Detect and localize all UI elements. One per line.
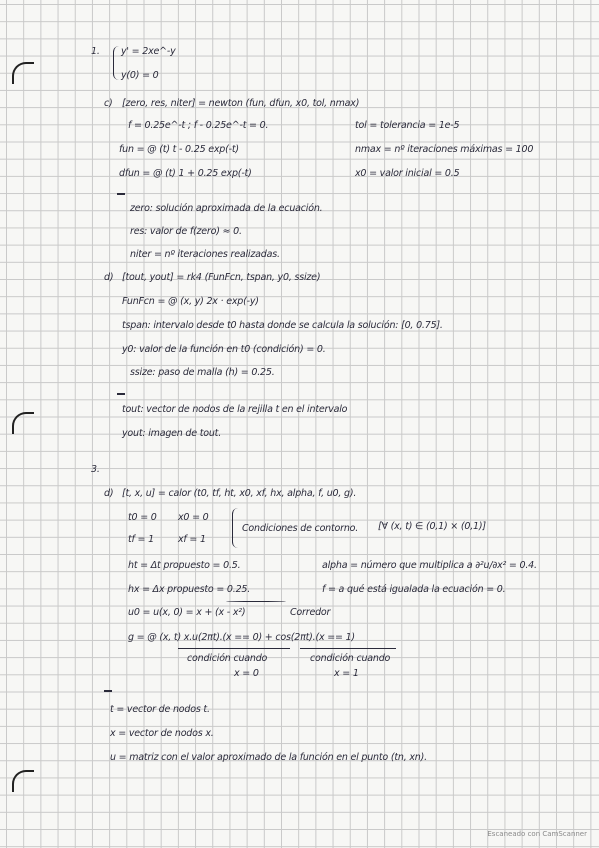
newton-niter-desc: niter = nº iteraciones realizadas. xyxy=(130,249,280,260)
ode-equation: y' = 2xe^-y xyxy=(121,46,176,57)
system-brace xyxy=(113,46,120,80)
rk4-ssize: ssize: paso de malla (h) = 0.25. xyxy=(130,367,275,378)
calor-t0: t0 = 0 xyxy=(128,512,157,523)
rk4-tspan: tspan: intervalo desde t0 hasta donde se calcula la solución: [0, 0.75]. xyxy=(122,320,443,331)
calor-g: g = @ (x, t) x.u(2πt).(x == 0) + cos(2πt).(x == 1) xyxy=(128,632,355,643)
newton-res-desc: res: valor de f(zero) ≈ 0. xyxy=(130,226,242,237)
newton-zero-desc: zero: solución aproximada de la ecuación. xyxy=(130,203,323,214)
punch-hole-mark xyxy=(12,770,34,792)
rk4-tout-desc: tout: vector de nodos de la rejilla t en el intervalo xyxy=(122,404,348,415)
calor-corridor-note: Corredor xyxy=(290,607,331,618)
calor-f: f = a qué está igualada la ecuación = 0. xyxy=(322,584,506,595)
condition-x0-value: x = 0 xyxy=(234,668,259,679)
problem-3-number: 3. xyxy=(91,464,100,475)
underbrace-left xyxy=(178,648,290,649)
problem-1-number: 1. xyxy=(91,46,100,57)
initial-condition: y(0) = 0 xyxy=(121,70,159,81)
calor-alpha: alpha = número que multiplica a ∂²u/∂x² = 0.4. xyxy=(322,560,537,571)
punch-hole-mark xyxy=(12,62,34,84)
rk4-funfcn: FunFcn = @ (x, y) 2x · exp(-y) xyxy=(122,296,259,307)
newton-x0: x0 = valor inicial = 0.5 xyxy=(355,168,460,179)
calor-xf: xf = 1 xyxy=(178,534,206,545)
result-marker xyxy=(117,393,125,395)
newton-call: [zero, res, niter] = newton (fun, dfun, x0, tol, nmax) xyxy=(122,98,360,109)
calor-u-desc: u = matriz con el valor aproximado de la función en el punto (tn, xn). xyxy=(110,752,427,763)
newton-fun: fun = @ (t) t - 0.25 exp(-t) xyxy=(119,144,239,155)
calor-hx: hx = Δx propuesto = 0.25. xyxy=(128,584,251,595)
scanner-watermark: Escaneado con CamScanner xyxy=(487,830,587,838)
newton-nmax: nmax = nº iteraciones máximas = 100 xyxy=(355,144,534,155)
part-d-label: d) xyxy=(104,272,114,283)
calor-x-desc: x = vector de nodos x. xyxy=(110,728,214,739)
calor-t-desc: t = vector de nodos t. xyxy=(110,704,210,715)
contour-conditions: Condiciones de contorno. xyxy=(242,523,359,534)
underbrace-right xyxy=(300,648,396,649)
rk4-y0: y0: valor de la función en t0 (condición) = 0. xyxy=(122,344,326,355)
underbrace-arc xyxy=(226,601,286,602)
condition-x1-label: condición cuando xyxy=(310,653,391,664)
calor-call: [t, x, u] = calor (t0, tf, ht, x0, xf, hx, alpha, f, u0, g). xyxy=(122,488,357,499)
contour-brace xyxy=(232,508,239,548)
part-d3-label: d) xyxy=(104,488,114,499)
condition-x1-value: x = 1 xyxy=(334,668,359,679)
calor-u0: u0 = u(x, 0) = x + (x - x²) xyxy=(128,607,246,618)
condition-x0-label: condición cuando xyxy=(187,653,268,664)
calor-ht: ht = Δt propuesto = 0.5. xyxy=(128,560,241,571)
result-marker xyxy=(104,690,112,692)
calor-tf: tf = 1 xyxy=(128,534,154,545)
calor-domain: [∀ (x, t) ∈ (0,1) × (0,1)] xyxy=(378,521,486,532)
newton-tol: tol = tolerancia = 1e-5 xyxy=(355,120,460,131)
part-c-label: c) xyxy=(104,98,113,109)
punch-hole-mark xyxy=(12,412,34,434)
rk4-call: [tout, yout] = rk4 (FunFcn, tspan, y0, ssize) xyxy=(122,272,321,283)
result-marker xyxy=(117,193,125,195)
calor-x0: x0 = 0 xyxy=(178,512,209,523)
newton-equation: f = 0.25e^-t ; f - 0.25e^-t = 0. xyxy=(128,120,269,131)
rk4-yout-desc: yout: imagen de tout. xyxy=(122,428,222,439)
newton-dfun: dfun = @ (t) 1 + 0.25 exp(-t) xyxy=(119,168,252,179)
